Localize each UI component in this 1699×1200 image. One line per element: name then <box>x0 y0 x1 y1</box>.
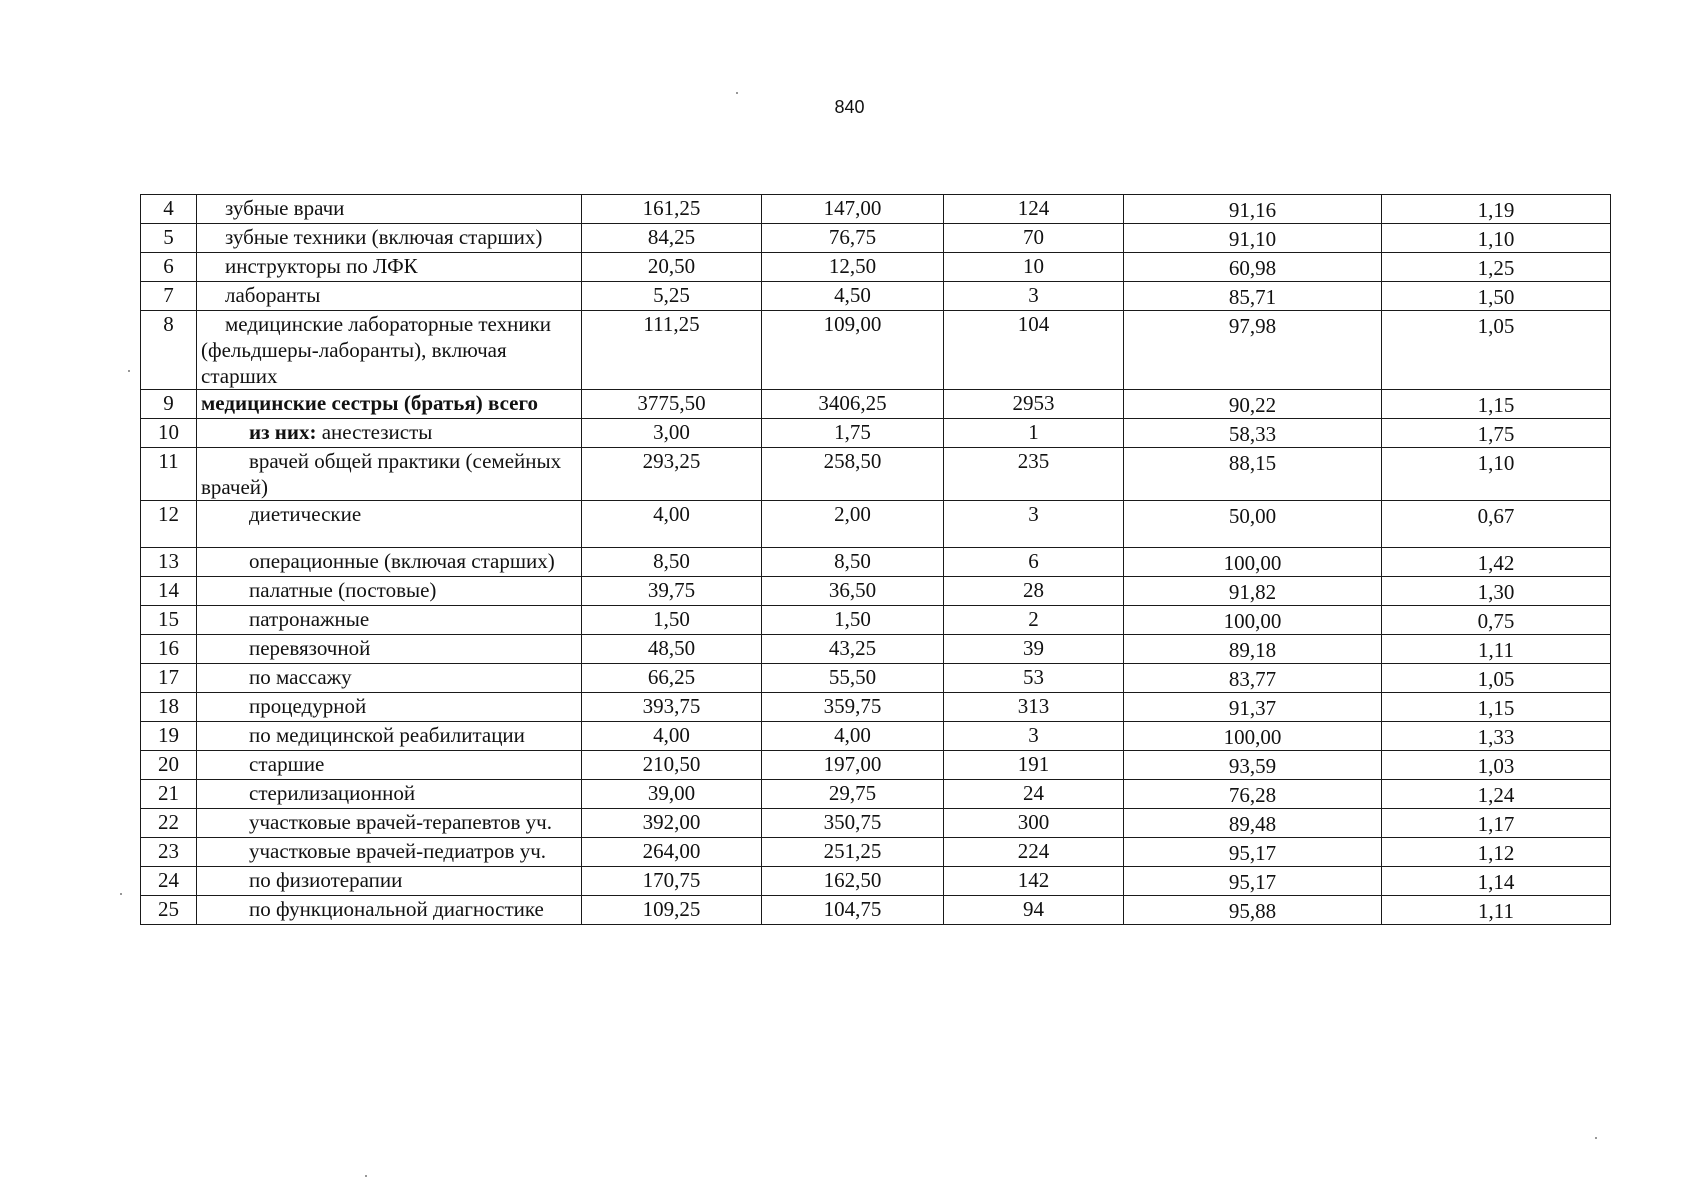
cell-v3: 6 <box>944 548 1124 577</box>
cell-v5: 1,15 <box>1382 693 1611 722</box>
cell-v1: 39,00 <box>582 780 762 809</box>
table-row <box>141 780 1611 809</box>
cell-v2: 258,50 <box>762 448 944 501</box>
cell-v1: 392,00 <box>582 809 762 838</box>
cell-v3: 3 <box>944 501 1124 548</box>
scan-speck <box>365 1175 367 1177</box>
cell-v3: 300 <box>944 809 1124 838</box>
cell-v4: 100,00 <box>1124 606 1382 635</box>
table-row <box>141 390 1611 419</box>
row-label-text: медицинские сестры (братья) всего <box>201 391 538 415</box>
table-row <box>141 419 1611 448</box>
cell-v2: 162,50 <box>762 867 944 896</box>
cell-v3: 3 <box>944 282 1124 311</box>
scan-speck <box>736 92 738 94</box>
cell-v5: 1,11 <box>1382 896 1611 925</box>
table-row <box>141 501 1611 548</box>
staffing-table <box>140 194 1611 925</box>
cell-v4: 100,00 <box>1124 548 1382 577</box>
cell-v5: 1,30 <box>1382 577 1611 606</box>
row-number: 17 <box>141 664 197 693</box>
cell-v1: 3,00 <box>582 419 762 448</box>
cell-v5: 1,05 <box>1382 664 1611 693</box>
cell-v3: 3 <box>944 722 1124 751</box>
cell-v4: 91,37 <box>1124 693 1382 722</box>
row-number: 24 <box>141 867 197 896</box>
cell-v4: 85,71 <box>1124 282 1382 311</box>
cell-v1: 293,25 <box>582 448 762 501</box>
cell-v4: 90,22 <box>1124 390 1382 419</box>
row-label <box>197 838 582 867</box>
cell-v2: 29,75 <box>762 780 944 809</box>
row-label <box>197 548 582 577</box>
cell-v5: 1,42 <box>1382 548 1611 577</box>
table-row <box>141 896 1611 925</box>
cell-v4: 91,82 <box>1124 577 1382 606</box>
cell-v4: 88,15 <box>1124 448 1382 501</box>
cell-v3: 191 <box>944 751 1124 780</box>
row-label-prefix: из них: <box>249 420 317 444</box>
cell-v5: 1,12 <box>1382 838 1611 867</box>
row-number: 11 <box>141 448 197 501</box>
row-label <box>197 896 582 925</box>
row-number: 16 <box>141 635 197 664</box>
cell-v5: 1,33 <box>1382 722 1611 751</box>
cell-v4: 95,17 <box>1124 838 1382 867</box>
cell-v4: 60,98 <box>1124 253 1382 282</box>
cell-v4: 89,18 <box>1124 635 1382 664</box>
cell-v2: 251,25 <box>762 838 944 867</box>
row-label <box>197 311 582 390</box>
cell-v1: 109,25 <box>582 896 762 925</box>
row-number: 14 <box>141 577 197 606</box>
cell-v1: 8,50 <box>582 548 762 577</box>
table-row <box>141 693 1611 722</box>
cell-v4: 50,00 <box>1124 501 1382 548</box>
row-label-text: зубные техники (включая старших) <box>225 225 543 249</box>
row-label-text: операционные (включая старших) <box>249 549 555 573</box>
row-label <box>197 195 582 224</box>
cell-v5: 1,75 <box>1382 419 1611 448</box>
row-label <box>197 253 582 282</box>
cell-v2: 43,25 <box>762 635 944 664</box>
page-number: 840 <box>834 97 865 117</box>
row-label-text: лаборанты <box>225 283 321 307</box>
row-label <box>197 780 582 809</box>
cell-v2: 104,75 <box>762 896 944 925</box>
table-row <box>141 253 1611 282</box>
table-row <box>141 195 1611 224</box>
row-number: 7 <box>141 282 197 311</box>
cell-v3: 313 <box>944 693 1124 722</box>
row-label-text: патронажные <box>249 607 370 631</box>
cell-v2: 350,75 <box>762 809 944 838</box>
table-row <box>141 577 1611 606</box>
row-number: 20 <box>141 751 197 780</box>
cell-v3: 2 <box>944 606 1124 635</box>
cell-v1: 111,25 <box>582 311 762 390</box>
cell-v5: 1,50 <box>1382 282 1611 311</box>
row-number: 6 <box>141 253 197 282</box>
row-label <box>197 419 582 448</box>
row-label <box>197 606 582 635</box>
row-number: 12 <box>141 501 197 548</box>
cell-v3: 124 <box>944 195 1124 224</box>
row-number: 5 <box>141 224 197 253</box>
cell-v2: 1,50 <box>762 606 944 635</box>
row-label-text: зубные врачи <box>225 196 345 220</box>
row-number: 21 <box>141 780 197 809</box>
cell-v3: 70 <box>944 224 1124 253</box>
row-label-text: медицинские лабораторные техники (фельдшеры-лаборанты), включая старших <box>201 312 552 388</box>
row-number: 22 <box>141 809 197 838</box>
cell-v1: 393,75 <box>582 693 762 722</box>
row-number: 9 <box>141 390 197 419</box>
cell-v4: 89,48 <box>1124 809 1382 838</box>
cell-v3: 235 <box>944 448 1124 501</box>
row-label-text: по функциональной диагностике <box>249 897 544 921</box>
table-row <box>141 606 1611 635</box>
cell-v2: 359,75 <box>762 693 944 722</box>
row-label-text: палатные (постовые) <box>249 578 437 602</box>
table-row <box>141 224 1611 253</box>
row-number: 23 <box>141 838 197 867</box>
cell-v2: 3406,25 <box>762 390 944 419</box>
table-row <box>141 282 1611 311</box>
scan-speck <box>120 893 122 895</box>
cell-v2: 12,50 <box>762 253 944 282</box>
cell-v2: 36,50 <box>762 577 944 606</box>
cell-v4: 58,33 <box>1124 419 1382 448</box>
cell-v5: 1,14 <box>1382 867 1611 896</box>
table-row <box>141 548 1611 577</box>
cell-v4: 97,98 <box>1124 311 1382 390</box>
cell-v3: 28 <box>944 577 1124 606</box>
cell-v3: 24 <box>944 780 1124 809</box>
cell-v5: 1,03 <box>1382 751 1611 780</box>
row-label <box>197 448 582 501</box>
row-label <box>197 693 582 722</box>
cell-v3: 10 <box>944 253 1124 282</box>
cell-v1: 3775,50 <box>582 390 762 419</box>
row-label-text: диетические <box>249 502 362 526</box>
row-label-text: по массажу <box>249 665 352 689</box>
row-label <box>197 577 582 606</box>
cell-v2: 1,75 <box>762 419 944 448</box>
row-label-text: участковые врачей-терапевтов уч. <box>249 810 552 834</box>
cell-v1: 20,50 <box>582 253 762 282</box>
row-label-text: участковые врачей-педиатров уч. <box>249 839 547 863</box>
cell-v1: 1,50 <box>582 606 762 635</box>
row-label <box>197 224 582 253</box>
cell-v4: 91,10 <box>1124 224 1382 253</box>
table-row <box>141 635 1611 664</box>
cell-v3: 224 <box>944 838 1124 867</box>
cell-v3: 94 <box>944 896 1124 925</box>
cell-v3: 104 <box>944 311 1124 390</box>
table-row <box>141 838 1611 867</box>
cell-v1: 161,25 <box>582 195 762 224</box>
row-label <box>197 664 582 693</box>
row-label-text: по физиотерапии <box>249 868 403 892</box>
row-label <box>197 390 582 419</box>
cell-v5: 1,19 <box>1382 195 1611 224</box>
cell-v2: 4,50 <box>762 282 944 311</box>
row-label-text: старшие <box>249 752 325 776</box>
row-number: 10 <box>141 419 197 448</box>
cell-v5: 0,75 <box>1382 606 1611 635</box>
row-label <box>197 635 582 664</box>
cell-v4: 91,16 <box>1124 195 1382 224</box>
cell-v3: 53 <box>944 664 1124 693</box>
scan-speck <box>128 370 130 372</box>
row-label-text: стерилизационной <box>249 781 416 805</box>
table-row <box>141 867 1611 896</box>
cell-v5: 1,25 <box>1382 253 1611 282</box>
cell-v2: 4,00 <box>762 722 944 751</box>
cell-v2: 76,75 <box>762 224 944 253</box>
row-label-text: перевязочной <box>249 636 371 660</box>
cell-v5: 1,24 <box>1382 780 1611 809</box>
cell-v5: 0,67 <box>1382 501 1611 548</box>
cell-v1: 39,75 <box>582 577 762 606</box>
cell-v2: 197,00 <box>762 751 944 780</box>
row-label <box>197 809 582 838</box>
row-number: 25 <box>141 896 197 925</box>
cell-v5: 1,17 <box>1382 809 1611 838</box>
row-number: 19 <box>141 722 197 751</box>
table-row <box>141 664 1611 693</box>
cell-v1: 4,00 <box>582 722 762 751</box>
table-row <box>141 722 1611 751</box>
row-number: 4 <box>141 195 197 224</box>
row-number: 15 <box>141 606 197 635</box>
cell-v1: 264,00 <box>582 838 762 867</box>
cell-v1: 84,25 <box>582 224 762 253</box>
row-label <box>197 501 582 548</box>
table-row <box>141 448 1611 501</box>
cell-v4: 95,17 <box>1124 867 1382 896</box>
row-label-text: инструкторы по ЛФК <box>225 254 418 278</box>
table-body <box>141 195 1611 925</box>
row-label <box>197 867 582 896</box>
row-number: 8 <box>141 311 197 390</box>
cell-v5: 1,05 <box>1382 311 1611 390</box>
table-row <box>141 311 1611 390</box>
cell-v1: 66,25 <box>582 664 762 693</box>
cell-v1: 4,00 <box>582 501 762 548</box>
cell-v5: 1,10 <box>1382 224 1611 253</box>
row-number: 18 <box>141 693 197 722</box>
cell-v1: 48,50 <box>582 635 762 664</box>
cell-v4: 83,77 <box>1124 664 1382 693</box>
row-number: 13 <box>141 548 197 577</box>
cell-v4: 95,88 <box>1124 896 1382 925</box>
row-label-text: по медицинской реабилитации <box>249 723 525 747</box>
cell-v1: 5,25 <box>582 282 762 311</box>
row-label-text: процедурной <box>249 694 367 718</box>
cell-v2: 55,50 <box>762 664 944 693</box>
cell-v3: 2953 <box>944 390 1124 419</box>
scan-speck <box>1595 1137 1597 1139</box>
cell-v3: 39 <box>944 635 1124 664</box>
row-label-text: врачей общей практики (семейных врачей) <box>201 449 562 499</box>
cell-v5: 1,15 <box>1382 390 1611 419</box>
cell-v1: 170,75 <box>582 867 762 896</box>
cell-v1: 210,50 <box>582 751 762 780</box>
row-label <box>197 282 582 311</box>
cell-v4: 76,28 <box>1124 780 1382 809</box>
cell-v4: 93,59 <box>1124 751 1382 780</box>
cell-v2: 147,00 <box>762 195 944 224</box>
cell-v2: 109,00 <box>762 311 944 390</box>
row-label <box>197 722 582 751</box>
cell-v4: 100,00 <box>1124 722 1382 751</box>
row-label <box>197 751 582 780</box>
cell-v2: 2,00 <box>762 501 944 548</box>
cell-v5: 1,10 <box>1382 448 1611 501</box>
table-row <box>141 809 1611 838</box>
table-row <box>141 751 1611 780</box>
cell-v5: 1,11 <box>1382 635 1611 664</box>
cell-v2: 8,50 <box>762 548 944 577</box>
cell-v3: 1 <box>944 419 1124 448</box>
cell-v3: 142 <box>944 867 1124 896</box>
row-label-text: анестезисты <box>321 420 433 444</box>
